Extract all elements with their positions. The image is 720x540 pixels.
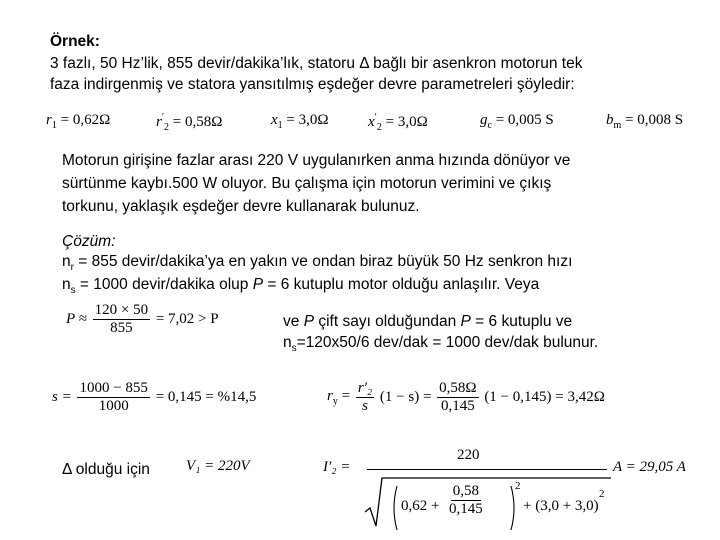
current-inner-2: + (3,0 + 3,0) — [523, 498, 599, 514]
note-line-2: $n_s=120x50/6$ dev/dak = 1000 dev/dak bulunur. — [283, 334, 599, 355]
param-r2: $r'_2 = 0,58\Omega$ — [156, 112, 223, 133]
problem-line-3: torkunu, yaklaşık eşdeğer devre kullanarak bulunuz. — [62, 198, 420, 215]
problem-line-2: sürtünme kaybı.500 W oluyor. Bu çalışma için motorun verimini ve çıkış — [62, 175, 552, 192]
problem-line-1: Motorun girişine fazlar arası 220 V uygulanırken anma hızında dönüyor ve — [62, 152, 571, 169]
param-bm: $b_m = 0,008$ S — [606, 112, 684, 131]
equation-current — [323, 446, 703, 532]
current-exp-2: 2 — [599, 488, 605, 500]
equation-ry: $r_y$ = $\frac{\text{r′₂}}{s}$ (1 − s) = $\frac{0,58\Omega}{0,145}$ (1 − 0,145) = 3,42Ω — [327, 380, 605, 414]
equation-slip: s = $\frac{1000 - 855}{1000}$ = 0,145 = %14,5 — [52, 380, 257, 414]
param-r1: $r_1 = 0,62\Omega$ — [46, 112, 111, 131]
current-inner-1: 0,62 + — [401, 498, 440, 514]
intro-line-1: 3 fazlı, 50 Hz’lik, 855 devir/dakika’lık, statoru Δ bağlı bir asenkron motorun tek — [50, 55, 583, 72]
solution-line-2: $n_s = 1000$ devir/dakika olup P = 6 kutuplu motor olduğu anlaşılır. Veya — [62, 276, 540, 297]
solution-label: Çözüm: — [62, 233, 116, 250]
current-fraction-bar — [367, 469, 607, 470]
note-line-1: ve P çift sayı olduğundan P = 6 kutuplu ve — [283, 313, 573, 330]
solution-line-1: $n_r = 855$ devir/dakika’ya en yakın ve ondan biraz büyük 50 Hz senkron hızı — [62, 253, 573, 274]
example-heading: Örnek: — [50, 33, 100, 50]
current-numerator: 220 — [457, 447, 480, 463]
param-x2: $x'_2 = 3,0\Omega$ — [368, 112, 428, 133]
current-inner-fraction: $\frac{0,58}{0,145}$ — [449, 483, 483, 517]
current-rhs: A = 29,05 A — [613, 459, 686, 475]
param-gc: $g_c = 0,005$ S — [480, 112, 554, 131]
delta-text: Δ olduğu için — [62, 461, 150, 478]
equation-voltage: V₁ = 220V — [186, 458, 250, 474]
current-exp-1: 2 — [515, 480, 521, 492]
param-x1: $x_1 = 3,0\Omega$ — [271, 112, 329, 131]
equation-poles: P ≈ $\frac{120 \times 50}{855}$ = 7,02 > P — [66, 302, 219, 336]
parameters-row — [46, 112, 706, 138]
current-lhs: I′₂ = — [323, 459, 351, 475]
intro-line-2: faza indirgenmiş ve statora yansıtılmış eşdeğer devre parametreleri şöyledir: — [50, 76, 575, 93]
